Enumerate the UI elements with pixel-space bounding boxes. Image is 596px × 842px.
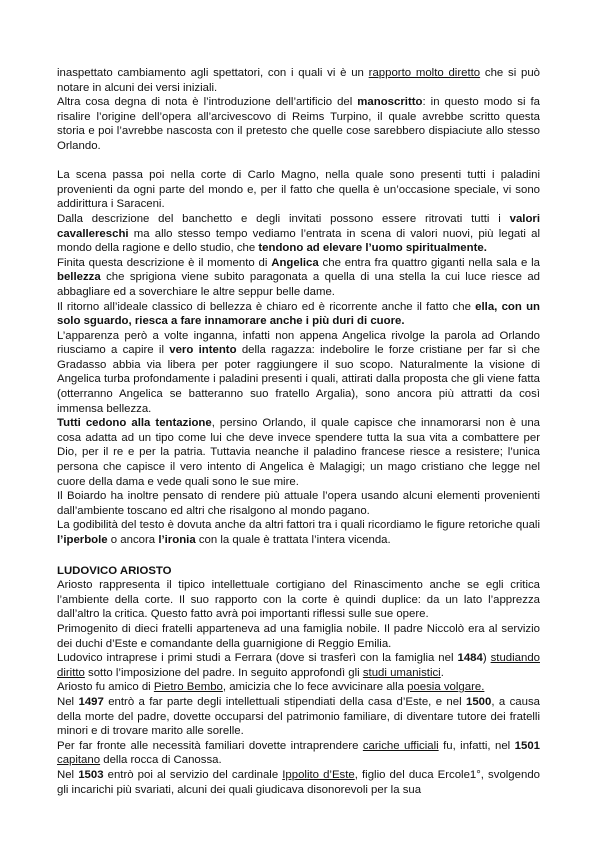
bold-text: tendono ad elevare l’uomo spiritualmente. bbox=[258, 242, 487, 255]
text-run: ma allo stesso tempo vediamo l’entrata in scena di valori nuovi, più legati al mondo della ragione e dello studio, che bbox=[57, 227, 540, 255]
paragraph bbox=[57, 95, 540, 153]
paragraph-spacer bbox=[57, 154, 540, 169]
paragraph bbox=[57, 416, 540, 489]
text-run: della ragazza: indebolire le forze cristiane per far sì che Gradasso abbia via libera per poter raggiungere il suo scopo. Naturalmente la visione di Angelica turba profondamente i paladini presenti i quali, attirati dalla proposta che gli viene fatta (otterranno Angelica se batteranno suo fratello Argalia), sono ancora più attratti da così immensa bellezza. bbox=[57, 344, 540, 415]
text-run: Il ritorno all’ideale classico di bellezza è chiaro ed è ricorrente anche il fatto che bbox=[57, 300, 476, 313]
text-run: con la quale è trattata l’intera vicenda. bbox=[195, 534, 391, 546]
bold-text: bellezza bbox=[57, 271, 101, 284]
bold-text: l’ironia bbox=[158, 534, 196, 546]
text-run: Dalla descrizione del banchetto e degli invitati possono essere ritrovati tutti i bbox=[57, 212, 510, 225]
paragraph bbox=[57, 66, 540, 95]
bold-text: 1484 bbox=[457, 652, 483, 665]
paragraph bbox=[57, 518, 540, 547]
bold-text: 1501 bbox=[514, 739, 540, 752]
text-run: Nel bbox=[57, 695, 79, 708]
underlined-text: Ippolito d’Este bbox=[282, 768, 355, 781]
text-run: della rocca di Canossa. bbox=[100, 754, 222, 767]
text-run: entrò a far parte degli intellettuali stipendiati della casa d’Este, e nel bbox=[103, 695, 466, 708]
text-run: , a causa della morte del padre, dovette occuparsi del patrimonio familiare, di diventare tutore dei fratelli minori e di trovare marito alle sorelle. bbox=[57, 695, 540, 738]
paragraph bbox=[57, 622, 540, 651]
text-run: Ariosto fu amico di bbox=[57, 681, 154, 694]
text-run: L’apparenza però a volte inganna, infatti non appena Angelica rivolge la parola ad Orlando riusciamo a capire il bbox=[57, 329, 540, 357]
text-run: , figlio del duca Ercole1°, svolgendo gli incarichi più svariati, alcuni dei quali giudicava disonorevoli per la sua bbox=[57, 768, 540, 796]
paragraph bbox=[57, 168, 540, 212]
paragraph bbox=[57, 651, 540, 680]
paragraph bbox=[57, 578, 540, 622]
text-run: Finita questa descrizione è il momento di bbox=[57, 256, 272, 269]
text-run: Nel bbox=[57, 768, 79, 781]
bold-text: manoscritto bbox=[357, 96, 423, 109]
text-run: Altra cosa degna di nota è l’introduzione dell’artificio del bbox=[57, 96, 358, 109]
paragraph bbox=[57, 300, 540, 329]
underlined-text: poesia volgare. bbox=[407, 681, 485, 694]
bold-text: Tutti cedono alla tentazione bbox=[57, 417, 212, 430]
text-run: che entra fra quattro giganti nella sala e la bbox=[318, 256, 540, 269]
text-run: , amicizia che lo fece avvicinare alla bbox=[222, 681, 408, 694]
document-body bbox=[57, 66, 540, 797]
text-run: ) bbox=[482, 652, 491, 665]
bold-text: ella, con un solo sguardo, riesca a fare innamorare anche i più duri di cuore. bbox=[57, 300, 540, 328]
text-run: La godibilità del testo è dovuta anche da altri fattori tra i quali ricordiamo le figure retoriche quali bbox=[57, 519, 540, 532]
text-run: : in questo modo si fa risalire l’origine dell’opera all’arcivescovo di Reims Turpino, il quale avrebbe scritto questa storia e poi l’avrebbe nascosta con il pretesto che quelle cose sarebbero dispiaciute allo stesso Orlando. bbox=[57, 96, 541, 152]
underlined-text: capitano bbox=[57, 754, 101, 767]
paragraph-spacer bbox=[57, 548, 540, 564]
bold-text: 1503 bbox=[78, 768, 104, 781]
text-run: Ariosto rappresenta il tipico intellettuale cortigiano del Rinascimento anche se egli critica l’ambiente della corte. Il suo rapporto con la corte è quindi duplice: da un lato l’apprezza dall’altro la critica. Questo fatto avrà poi importanti riflessi sulle sue opere. bbox=[57, 579, 540, 621]
bold-text: vero intento bbox=[169, 344, 237, 357]
text-run: . bbox=[440, 666, 444, 679]
bold-text: 1497 bbox=[78, 695, 104, 708]
paragraph bbox=[57, 695, 540, 739]
paragraph bbox=[57, 768, 540, 797]
text-run: Il Boiardo ha inoltre pensato di rendere più attuale l’opera usando alcuni elementi provenienti dall’ambiente toscano ed altri che risalgono al mondo pagano. bbox=[57, 490, 540, 517]
text-run: , persino Orlando, il quale capisce che innamorarsi non è una cosa adatta ad un tipo come lui che deve invece spendere tutta la sua vita a combattere per Dio, per il re e per la patria. Tuttavia neanche il paladino francese riesce a resistere; l’unica persona che capisce il vero intento di Angelica è Malagigi; un mago cristiano che legge nel cuore della dama e vede quali sono le sue mire. bbox=[57, 417, 540, 488]
paragraph bbox=[57, 256, 540, 300]
underlined-text: cariche ufficiali bbox=[362, 739, 439, 752]
paragraph bbox=[57, 212, 540, 256]
bold-text: Angelica bbox=[271, 256, 319, 269]
text-run: Ludovico intraprese i primi studi a Ferrara (dove si trasferì con la famiglia nel bbox=[57, 652, 458, 665]
underlined-text: Pietro Bembo bbox=[153, 681, 223, 694]
paragraph bbox=[57, 329, 540, 417]
bold-text: 1500 bbox=[466, 695, 492, 708]
section-heading: LUDOVICO ARIOSTO bbox=[57, 564, 172, 577]
text-run: entrò poi al servizio del cardinale bbox=[103, 768, 283, 781]
paragraph bbox=[57, 739, 540, 768]
underlined-text: studi umanistici bbox=[362, 666, 441, 679]
underlined-text: studiando diritto bbox=[57, 652, 540, 679]
text-run: Primogenito di dieci fratelli apparteneva ad una famiglia nobile. Il padre Niccolò era al servizio dei duchi d’Este e comandante della guarnigione di Reggio Emilia. bbox=[57, 622, 540, 650]
text-run: Per far fronte alle necessità familiari dovette intraprendere bbox=[57, 739, 363, 752]
bold-text: l’iperbole bbox=[57, 534, 108, 546]
paragraph bbox=[57, 489, 540, 518]
text-run: La scena passa poi nella corte di Carlo Magno, nella quale sono presenti tutti i paladini provenienti da ogni parte del mondo e, per il fatto che quella è un’occasione speciale, vi sono addirittura i Saraceni. bbox=[57, 169, 540, 211]
text-run: o ancora bbox=[107, 534, 159, 546]
text-run: che si può notare in alcuni dei versi iniziali. bbox=[57, 67, 540, 94]
underlined-text: rapporto molto diretto bbox=[368, 67, 481, 79]
text-run: fu, infatti, nel bbox=[438, 739, 515, 752]
text-run: che sprigiona viene subito paragonata a quella di una stella la cui luce riesce ad abbagliare ed a soverchiare le altre seppur belle dame. bbox=[57, 271, 540, 298]
text-run: inaspettato cambiamento agli spettatori, con i quali vi è un bbox=[57, 67, 369, 79]
paragraph bbox=[57, 680, 540, 695]
bold-text: valori cavallereschi bbox=[57, 212, 540, 240]
text-run: sotto l’imposizione del padre. In seguito approfondì gli bbox=[84, 666, 363, 679]
